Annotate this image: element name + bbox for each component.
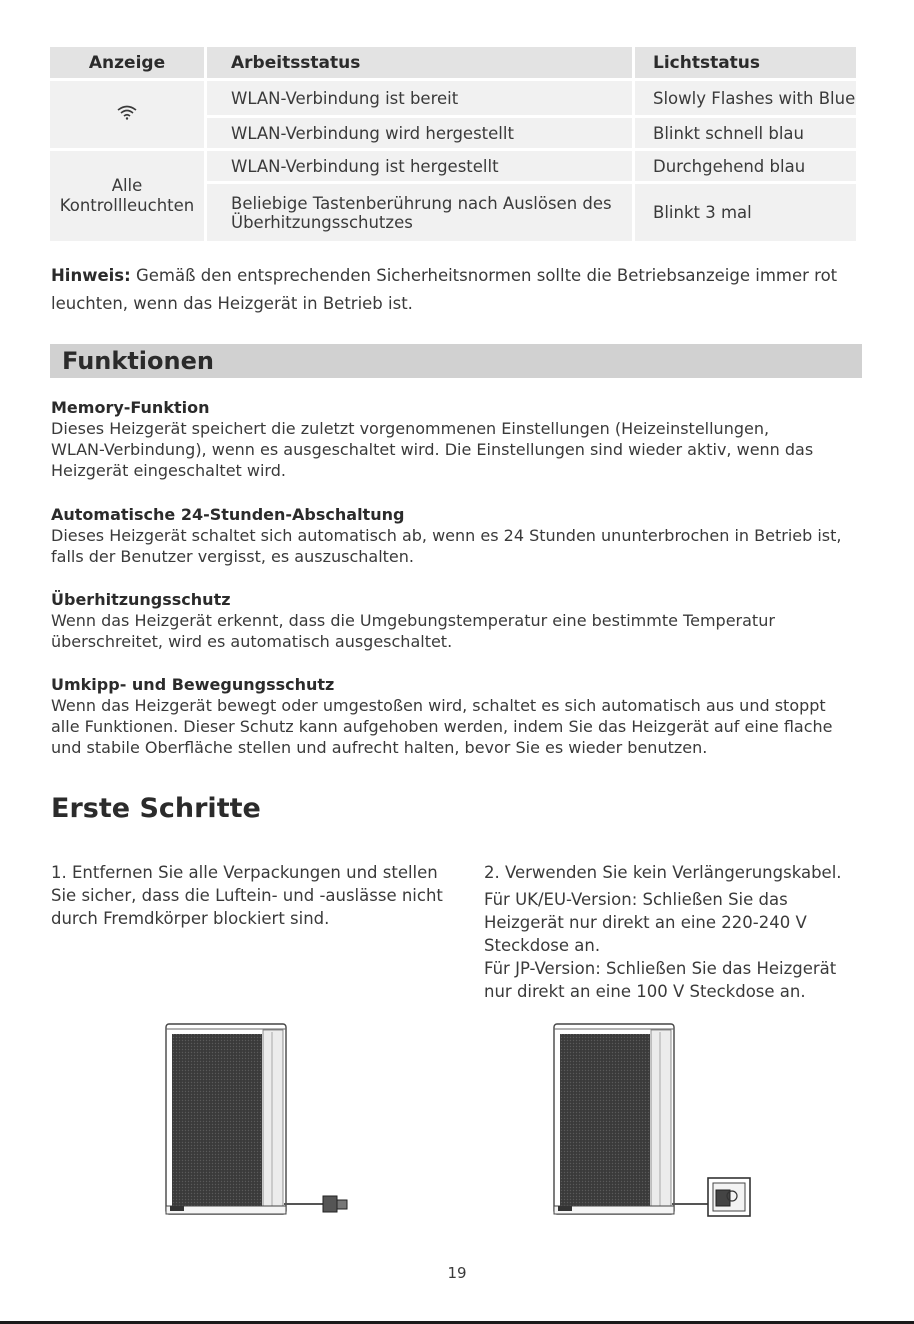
table-row bbox=[50, 78, 856, 115]
feature-text-line: Heizgerät eingeschaltet wird. bbox=[51, 461, 286, 480]
light-status-cell: Slowly Flashes with Blue bbox=[635, 78, 856, 115]
feature-text-line: falls der Benutzer vergisst, es auszuschalten. bbox=[51, 547, 414, 566]
functions-section-bar bbox=[50, 344, 862, 378]
table-header-row bbox=[50, 47, 856, 78]
indicator-label-line2: Kontrollleuchten bbox=[59, 196, 195, 215]
step-text-line: Für UK/EU-Version: Schließen Sie das bbox=[484, 890, 788, 909]
getting-started-title: Erste Schritte bbox=[51, 793, 261, 824]
feature-title: Überhitzungsschutz bbox=[51, 590, 231, 609]
step-text-line: Steckdose an. bbox=[484, 936, 601, 955]
page-number: 19 bbox=[447, 1264, 467, 1282]
feature-title: Umkipp- und Bewegungsschutz bbox=[51, 675, 335, 694]
feature-text-line: Wenn das Heizgerät erkennt, dass die Umgebungstemperatur eine bestimmte Temperatur bbox=[51, 611, 775, 630]
light-status-cell: Blinkt 3 mal bbox=[635, 181, 856, 241]
feature-overheat-protection bbox=[51, 589, 866, 652]
wifi-icon bbox=[116, 104, 138, 120]
step-text-line: 1. Entfernen Sie alle Verpackungen und stellen bbox=[51, 863, 438, 882]
heater-socket-illustration bbox=[548, 1018, 758, 1220]
header-indicator: Anzeige bbox=[50, 47, 204, 78]
light-status-cell: Blinkt schnell blau bbox=[635, 115, 856, 148]
feature-title: Memory-Funktion bbox=[51, 398, 210, 417]
step-text-line: Heizgerät nur direkt an eine 220-240 V bbox=[484, 913, 807, 932]
feature-title: Automatische 24-Stunden-Abschaltung bbox=[51, 505, 405, 524]
status-table bbox=[47, 47, 859, 241]
step-text-line: Sie sicher, dass die Luftein- und -auslässe nicht bbox=[51, 886, 443, 905]
header-light-status: Lichtstatus bbox=[635, 47, 856, 78]
feature-text-line: Wenn das Heizgerät bewegt oder umgestoßen wird, schaltet es sich automatisch aus und stoppt bbox=[51, 696, 826, 715]
work-status-line1: Beliebige Tastenberührung nach Auslösen des bbox=[231, 193, 612, 213]
feature-auto-shutoff bbox=[51, 504, 866, 567]
feature-text-line: alle Funktionen. Dieser Schutz kann aufgehoben werden, indem Sie das Heizgerät auf eine flache bbox=[51, 717, 833, 736]
note-text: Gemäß den entsprechenden Sicherheitsnormen sollte die Betriebsanzeige immer rot leuchten, wenn das Heizgerät in Betrieb ist. bbox=[51, 266, 838, 313]
feature-text-line: Dieses Heizgerät speichert die zuletzt vorgenommenen Einstellungen (Heizeinstellungen, bbox=[51, 419, 770, 438]
feature-tip-over-protection bbox=[51, 674, 866, 758]
work-status-line2: Überhitzungsschutzes bbox=[231, 212, 413, 232]
feature-text-line: Dieses Heizgerät schaltet sich automatisch ab, wenn es 24 Stunden ununterbrochen in Betrieb ist, bbox=[51, 526, 842, 545]
light-status-cell: Durchgehend blau bbox=[635, 148, 856, 181]
safety-note bbox=[51, 262, 863, 318]
functions-title: Funktionen bbox=[62, 347, 214, 375]
indicator-wifi-cell bbox=[50, 78, 204, 148]
work-status-cell: WLAN-Verbindung wird hergestellt bbox=[207, 115, 632, 148]
table-row bbox=[50, 148, 856, 181]
step-heading: 2. Verwenden Sie kein Verlängerungskabel. bbox=[484, 863, 842, 882]
step-text-line: durch Fremdkörper blockiert sind. bbox=[51, 909, 330, 928]
step-1 bbox=[51, 862, 461, 931]
feature-text-line: WLAN-Verbindung), wenn es ausgeschaltet wird. Die Einstellungen sind wieder aktiv, wenn das bbox=[51, 440, 814, 459]
work-status-cell: WLAN-Verbindung ist hergestellt bbox=[207, 148, 632, 181]
header-work-status: Arbeitsstatus bbox=[207, 47, 632, 78]
work-status-cell: WLAN-Verbindung ist bereit bbox=[207, 78, 632, 115]
feature-text-line: und stabile Oberfläche stellen und aufrecht halten, bevor Sie es wieder benutzen. bbox=[51, 738, 708, 757]
step-text-line: Für JP-Version: Schließen Sie das Heizgerät bbox=[484, 959, 837, 978]
indicator-label-line1: Alle bbox=[111, 176, 143, 195]
indicator-all-lights-cell bbox=[50, 148, 204, 241]
step-2 bbox=[484, 862, 884, 1004]
feature-memory bbox=[51, 397, 866, 481]
work-status-cell bbox=[207, 181, 632, 241]
feature-text-line: überschreitet, wird es automatisch ausgeschaltet. bbox=[51, 632, 453, 651]
note-label: Hinweis: bbox=[51, 266, 131, 285]
step-text-line: nur direkt an eine 100 V Steckdose an. bbox=[484, 982, 806, 1001]
heater-unpacked-illustration bbox=[160, 1018, 360, 1220]
